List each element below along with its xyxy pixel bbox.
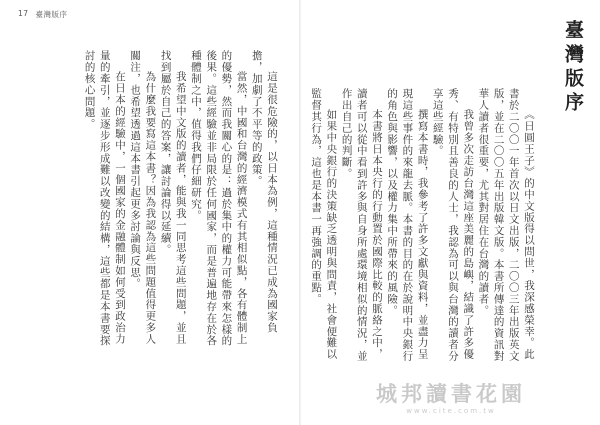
section-title: 臺灣版序: [562, 20, 584, 116]
paragraph: 我曾多次走訪台灣這座美麗的島嶼，結識了許多優秀、有特別且善良的人士，我認為可以與台灣的讀者分享這些經驗。: [431, 88, 475, 362]
paragraph: 這是很危險的，以日本為例，這種情況已成為國家負擔，加劇了不平等的政策。: [250, 50, 278, 334]
right-body-text: [310, 88, 536, 368]
running-head: [18, 9, 68, 20]
watermark-url: www.cite.com.tw: [406, 407, 496, 415]
paragraph: 如果中央銀行的決策缺乏透明與問責，社會便難以監督其行為，這也是本書一再強調的重點。: [310, 88, 338, 360]
page-number: 17: [18, 9, 29, 18]
paragraph: 我希望中文版的讀者，能與我一同思考這些問題，並且找到屬於自己的答案，讓討論得以延續。: [159, 50, 187, 345]
left-page: [0, 0, 299, 425]
watermark: [316, 382, 586, 415]
paragraph: 當然，中國和台灣的經濟模式有其相似點，各有體制上的優勢，然而我關心的是：過於集中的權力可能帶來怎樣的後果。這些經驗並非局限於任何國家，而是普遍地存在於各種體制之中，值得我們仔細研究。: [189, 50, 248, 347]
left-body-text: [17, 50, 279, 355]
right-page: [301, 0, 600, 425]
running-title: 臺灣版序: [35, 10, 68, 19]
paragraph: 為什麼我要寫這本書？因為我認為這些問題值得更多人關注，也希望透過這本書引起更多討論與反思。: [129, 50, 157, 345]
watermark-name: 城邦讀書花園: [376, 381, 526, 406]
paragraph: 本書將日本央行的行動置於國際比較的脈絡之中，讀者可以從中看到許多與自身所處環境相似的情況，並作出自己的判斷。: [340, 88, 383, 362]
paragraph: 在日本的經驗中，一個國家的金融體制如何受到政治力量的牽引，並逐步形成難以改變的結構，這些都是本書要探討的核心問題。: [83, 50, 126, 347]
paragraph: 撰寫本書時，我參考了許多文獻與資料，並盡力呈現這些事件的來龍去脈。本書的目的在於說明中央銀行的角色與影響，以及權力集中所帶來的風險。: [386, 88, 429, 362]
paragraph: 《日圓王子》的中文版得以問世，我深感榮幸。此書於二〇〇一年首次以日文出版，二〇〇三年出版英文版，並在二〇〇五年出版韓文版。本書所傳達的資訊對華人讀者很重要，尤其對居住在台灣的讀者。: [477, 88, 535, 362]
